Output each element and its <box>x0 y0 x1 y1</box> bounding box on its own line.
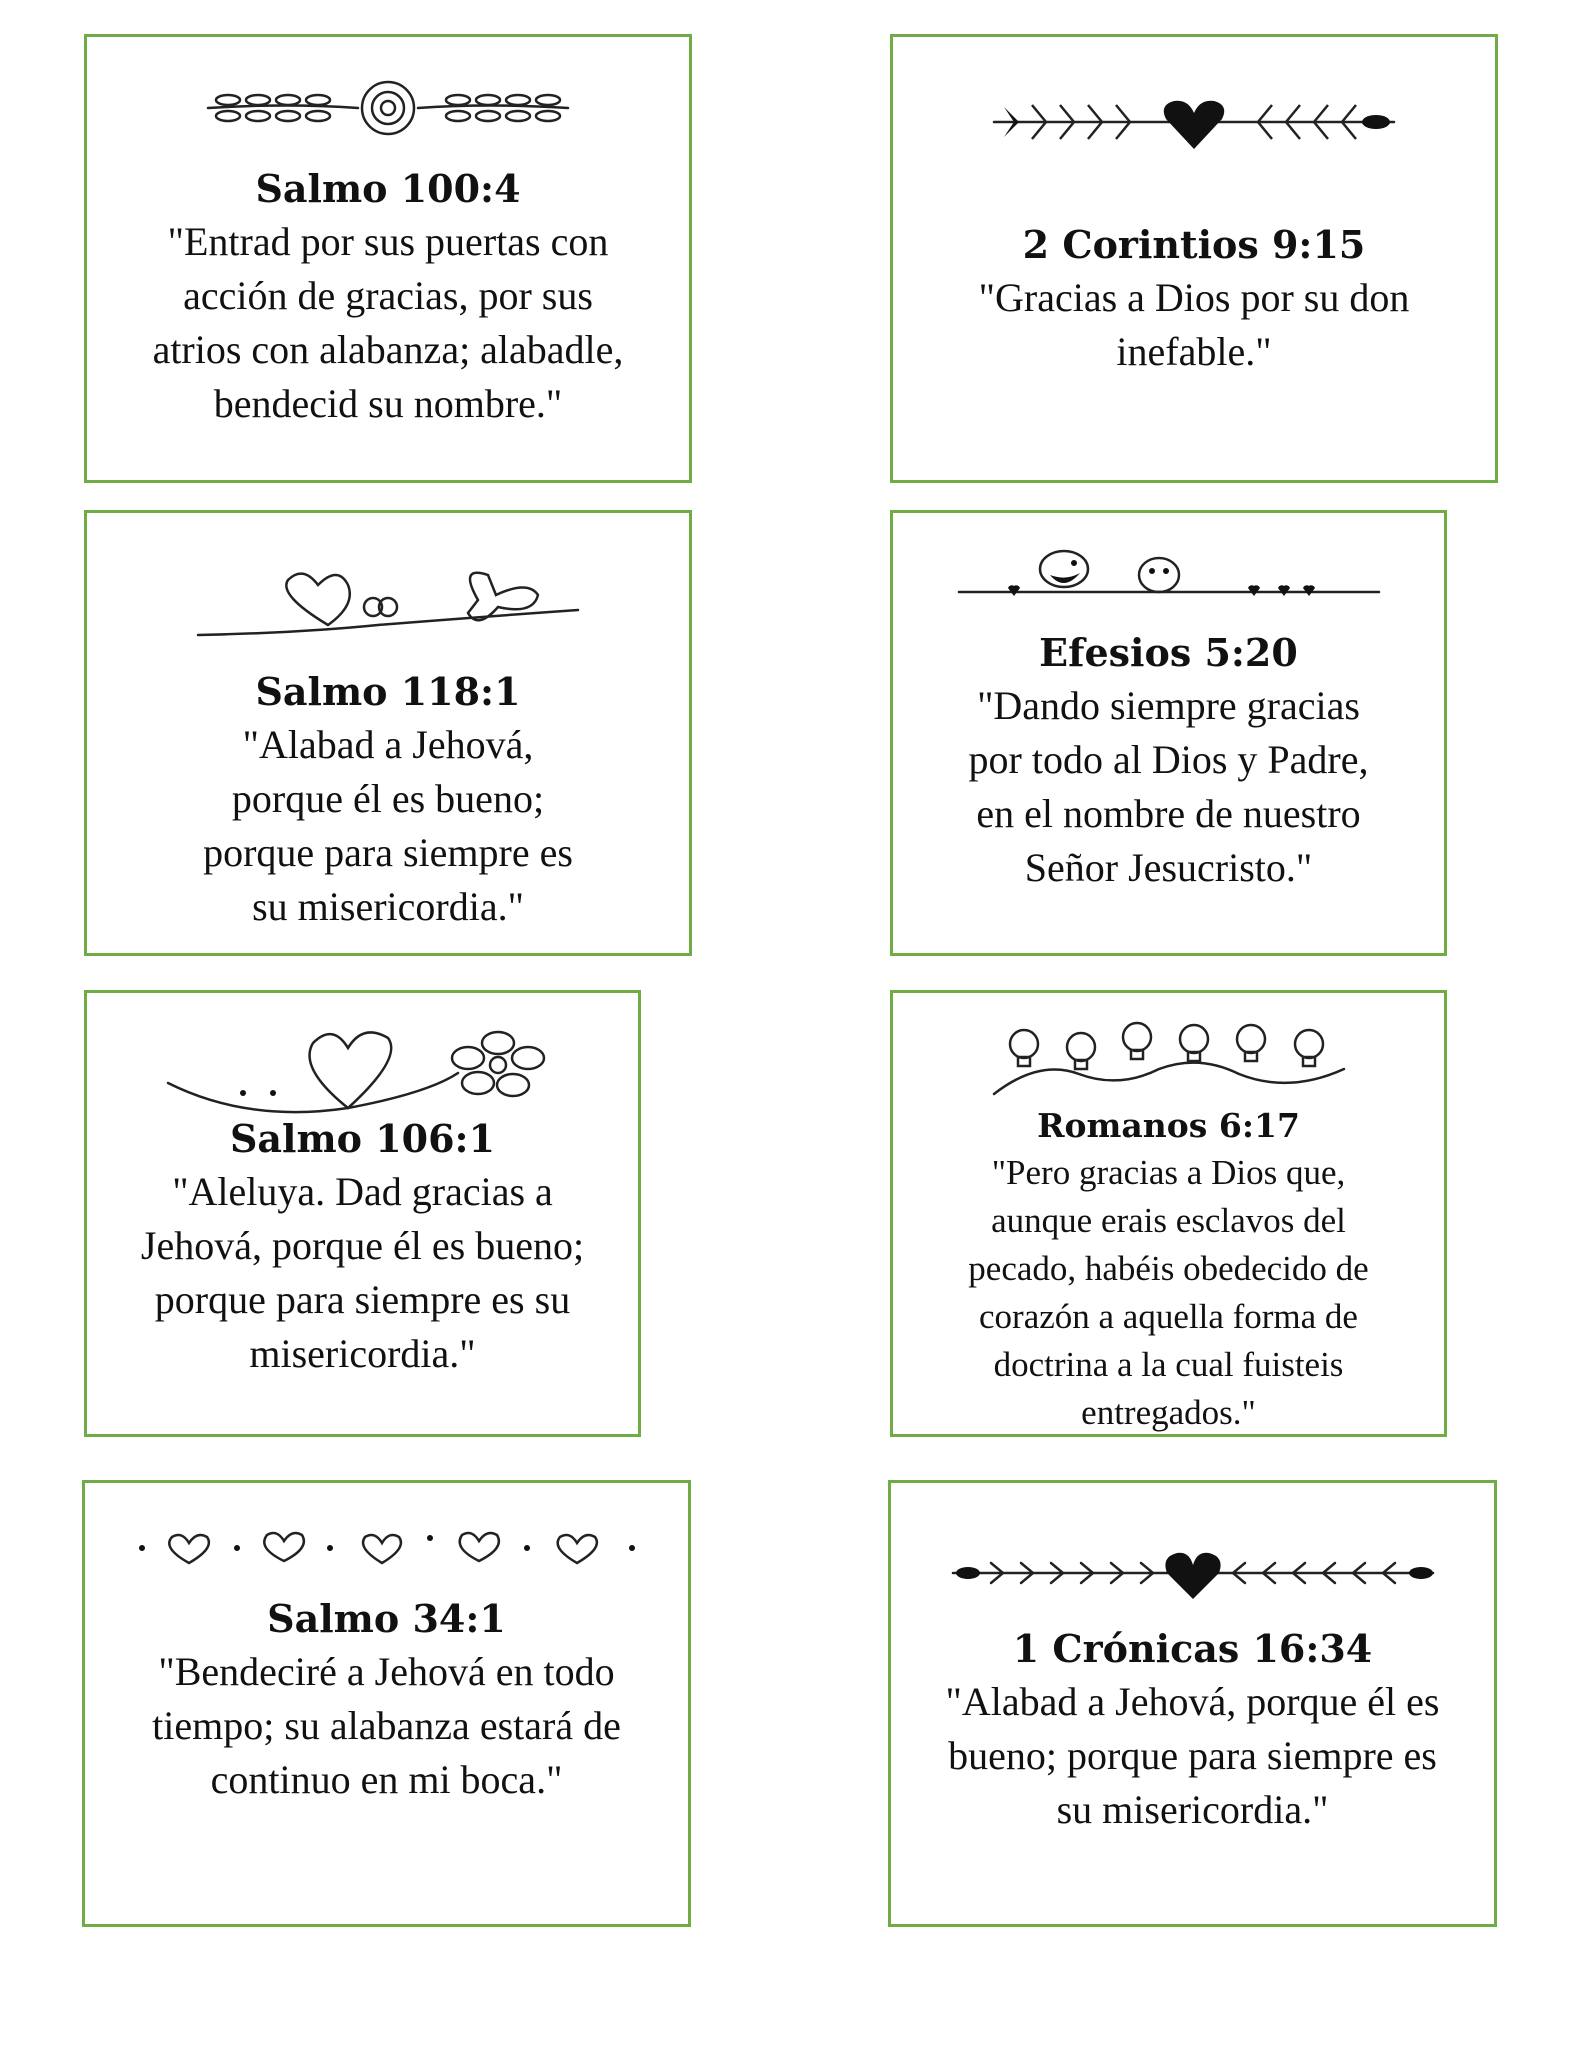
verse-text <box>87 1165 638 1381</box>
verse-line: "Alabad a Jehová, <box>242 722 534 767</box>
verse-reference: Efesios 5:20 <box>1039 630 1298 675</box>
arrow-heart-icon <box>893 87 1495 157</box>
verse-text <box>85 1645 688 1807</box>
heart-butterfly-icon <box>87 555 689 645</box>
verse-line: entregados." <box>1081 1393 1256 1432</box>
card-efesios-5-20 <box>890 510 1447 956</box>
verse-line: "Aleluya. Dad gracias a <box>172 1169 553 1214</box>
verse-text <box>891 1675 1494 1837</box>
leaf-rose-icon <box>87 73 689 143</box>
verse-line: tiempo; su alabanza estará de <box>152 1703 621 1748</box>
verse-reference: Salmo 34:1 <box>267 1596 506 1641</box>
card-romanos-6-17 <box>890 990 1447 1437</box>
card-1-cronicas-16-34 <box>888 1480 1497 1927</box>
verse-line: bendecid su nombre." <box>213 381 563 426</box>
verse-line: corazón a aquella forma de <box>979 1297 1358 1336</box>
verse-line: en el nombre de nuestro <box>976 791 1361 836</box>
heart-flower-icon <box>87 1013 638 1123</box>
verse-text <box>893 1149 1444 1437</box>
verse-line: "Pero gracias a Dios que, <box>991 1153 1346 1192</box>
lightbulbs-icon <box>893 1009 1444 1099</box>
verse-line: porque él es bueno; <box>231 776 545 821</box>
verse-line: doctrina a la cual fuisteis <box>993 1345 1344 1384</box>
verse-reference: Salmo 100:4 <box>255 166 521 211</box>
verse-line: por todo al Dios y Padre, <box>968 737 1369 782</box>
verse-reference: Romanos 6:17 <box>1037 1106 1300 1145</box>
verse-line: acción de gracias, por sus <box>183 273 593 318</box>
verse-line: su misericordia." <box>252 884 524 929</box>
verse-line: Señor Jesucristo." <box>1024 845 1313 890</box>
verse-text <box>87 718 689 934</box>
card-salmo-118-1 <box>84 510 692 956</box>
verse-reference: Salmo 118:1 <box>255 669 521 714</box>
verse-line: "Alabad a Jehová, porque él es <box>945 1679 1440 1724</box>
verse-line: "Bendeciré a Jehová en todo <box>158 1649 615 1694</box>
verse-text <box>893 679 1444 895</box>
verse-text <box>87 215 689 431</box>
verse-line: aunque erais esclavos del <box>991 1201 1346 1240</box>
verse-reference: Salmo 106:1 <box>229 1116 496 1161</box>
verse-reference: 1 Crónicas 16:34 <box>1012 1626 1373 1671</box>
card-salmo-100-4 <box>84 34 692 483</box>
arrows-heart-icon <box>891 1543 1494 1603</box>
verse-line: Jehová, porque él es bueno; <box>140 1223 585 1268</box>
verse-text <box>893 271 1495 379</box>
card-salmo-34-1 <box>82 1480 691 1927</box>
verse-line: porque para siempre es su <box>154 1277 571 1322</box>
verse-reference: 2 Corintios 9:15 <box>1022 222 1366 267</box>
birds-on-wire-icon <box>893 537 1444 607</box>
verse-line: "Gracias a Dios por su don <box>978 275 1410 320</box>
verse-line: inefable." <box>1116 329 1272 374</box>
card-salmo-106-1 <box>84 990 641 1437</box>
verse-line: su misericordia." <box>1056 1787 1329 1832</box>
verse-line: continuo en mi boca." <box>210 1757 563 1802</box>
verse-line: atrios con alabanza; alabadle, <box>152 327 624 372</box>
verse-line: porque para siempre es <box>203 830 573 875</box>
card-2-corintios-9-15 <box>890 34 1498 483</box>
verse-line: misericordia." <box>249 1331 476 1376</box>
verse-line: "Dando siempre gracias <box>977 683 1360 728</box>
verse-line: pecado, habéis obedecido de <box>968 1249 1369 1288</box>
verse-line: bueno; porque para siempre es <box>948 1733 1437 1778</box>
verse-line: "Entrad por sus puertas con <box>167 219 609 264</box>
hearts-dots-icon <box>85 1523 688 1573</box>
